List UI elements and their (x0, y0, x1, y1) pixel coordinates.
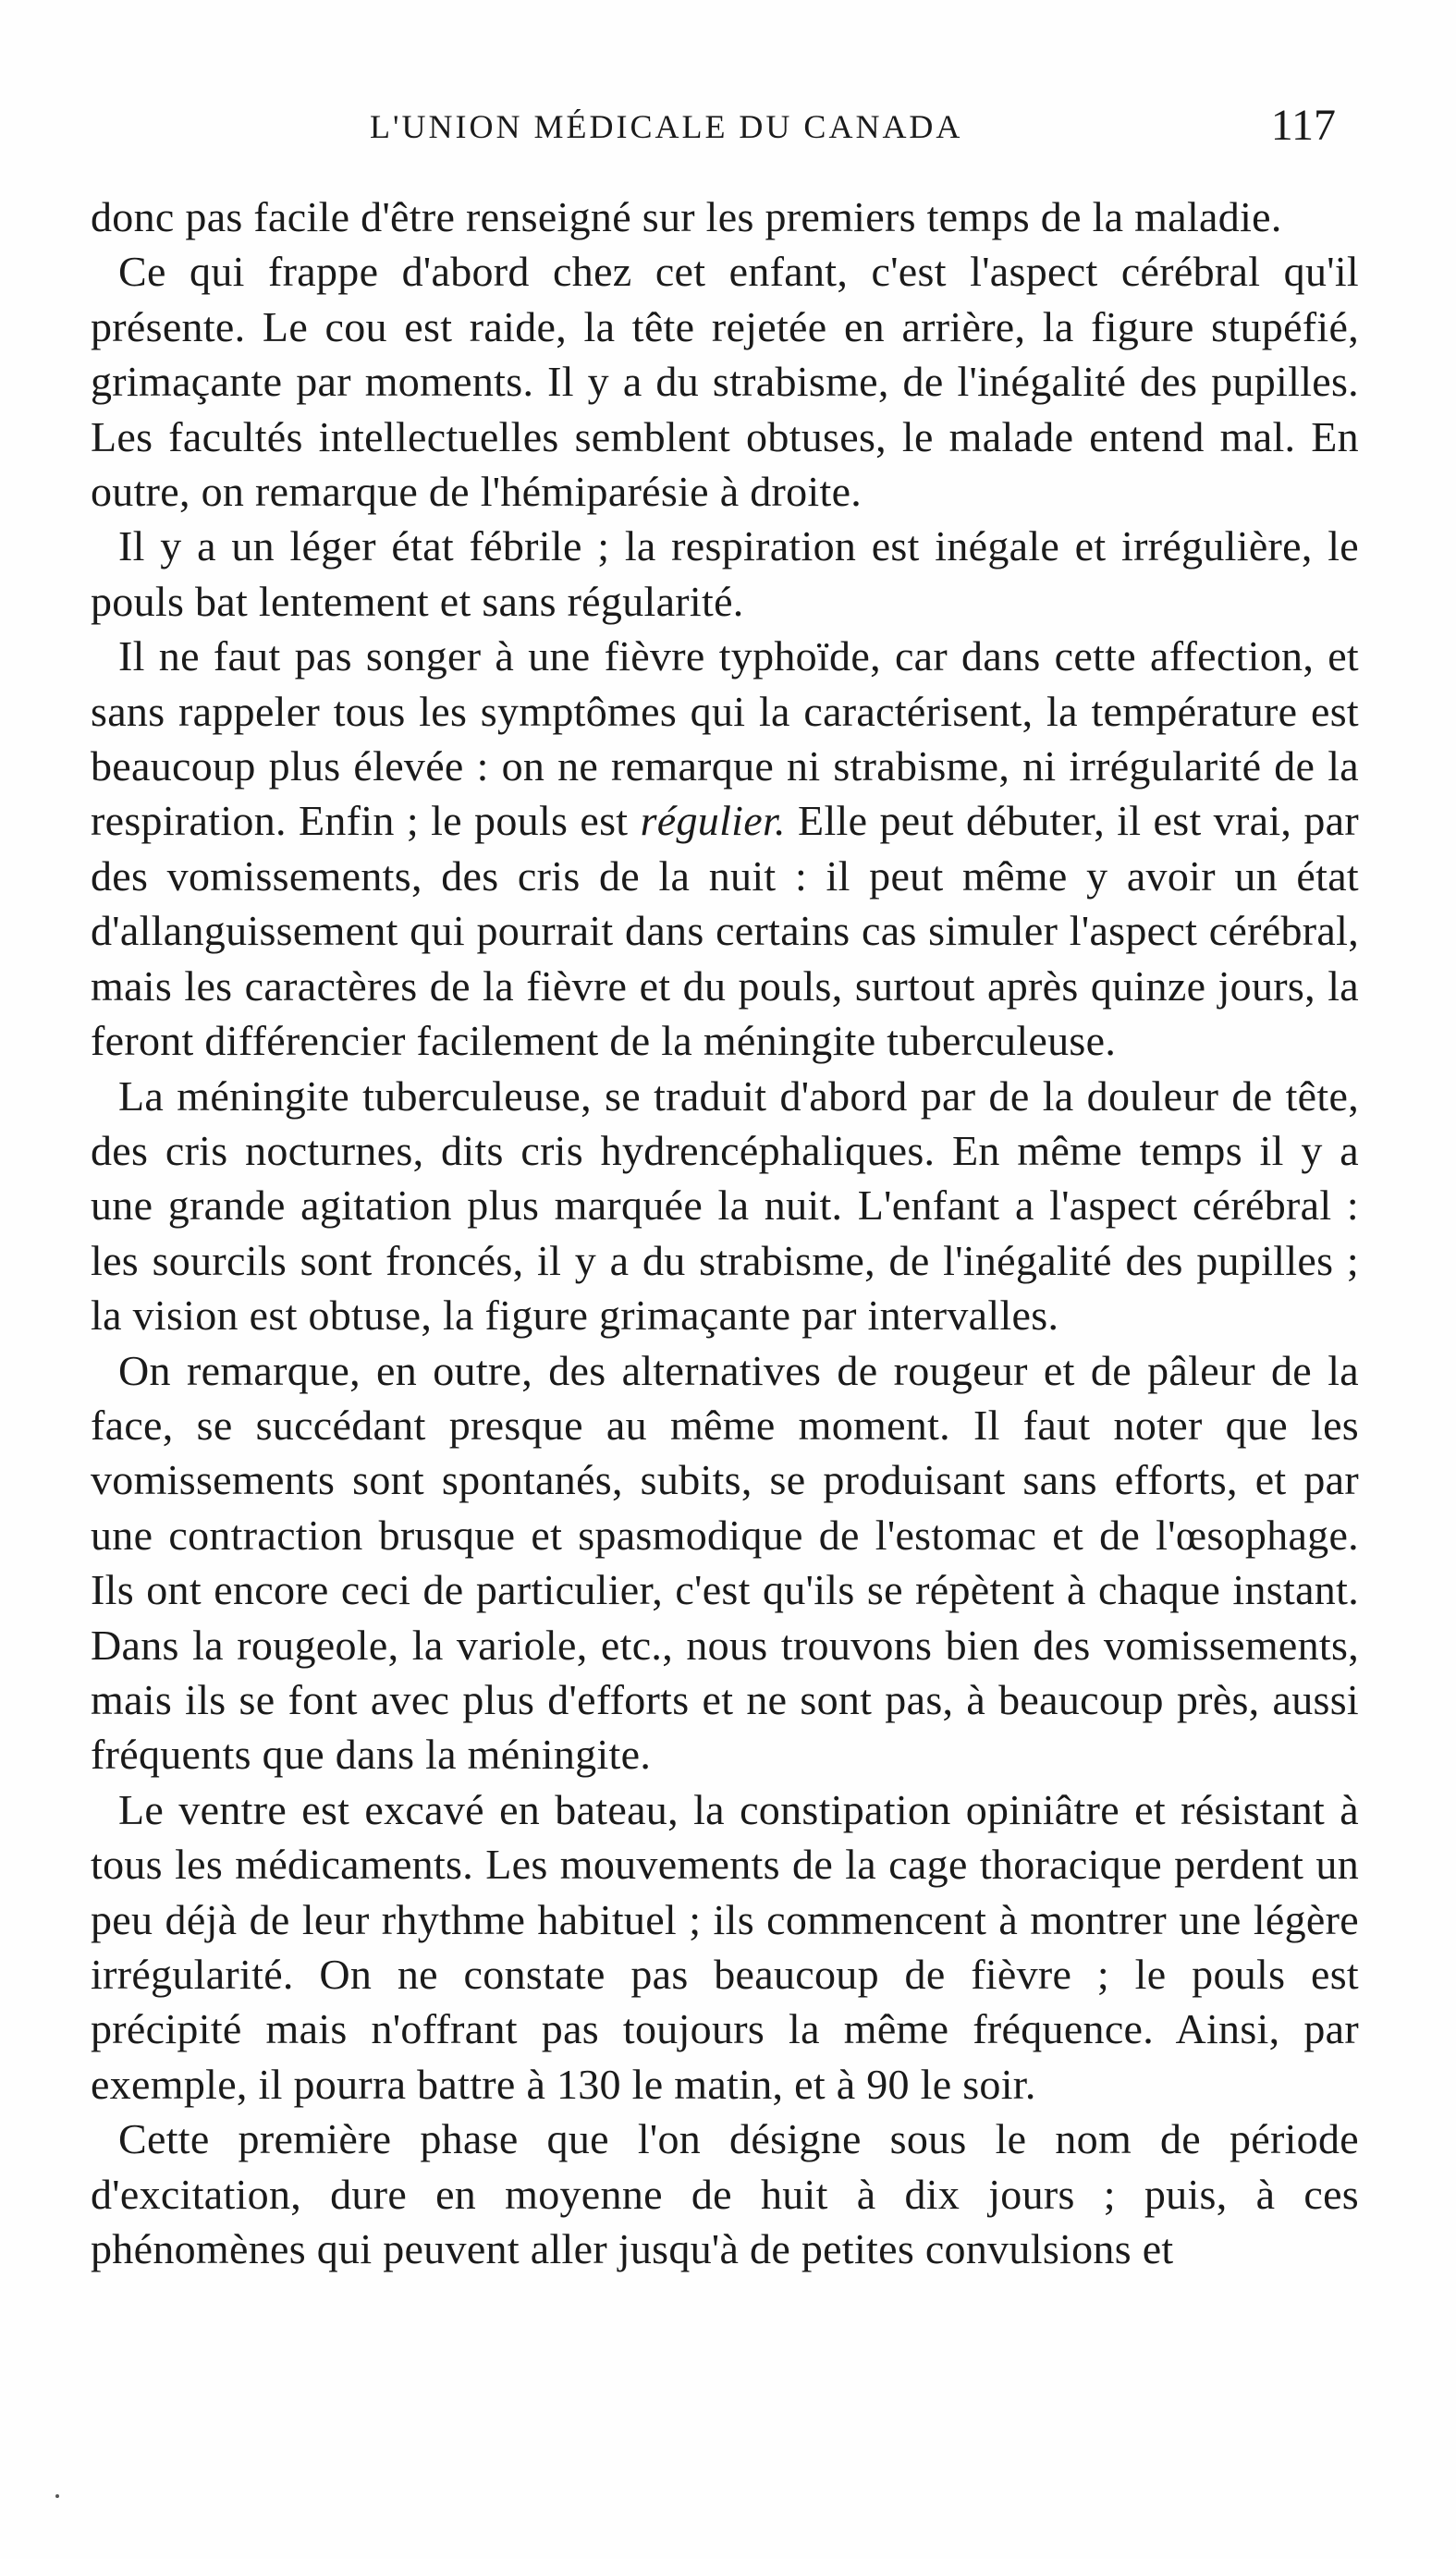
paragraph-4-italic: régulier. (640, 797, 786, 845)
running-title: L'UNION MÉDICALE DU CANADA (370, 108, 963, 145)
paragraph-5: La méningite tuberculeuse, se traduit d'abord par de la douleur de tête, des cris nocturnes, dits cris hydrencéphaliques. En même temps il y a une grande agitation plus marquée la nuit. L'enfant a l'aspect cérébral : les sourcils sont froncés, il y a du strabisme, de l'inégalité des pupilles ; la vision est obtuse, la figure grimaçante par intervalles. (91, 1071, 1359, 1340)
page-number: 117 (1270, 101, 1336, 150)
paragraph-1: donc pas facile d'être renseigné sur les premiers temps de la maladie. (91, 193, 1282, 240)
paragraph-8: Cette première phase que l'on désigne sous le nom de période d'excitation, dure en moyenne de huit à dix jours ; puis, à ces phénomènes qui peuvent aller jusqu'à de petites convulsions et (91, 2115, 1359, 2273)
paragraph-4-part-2: Elle peut débuter, il est vrai, par des vomissements, des cris de la nuit : il peut même y avoir un état d'allanguissement qui pourrait dans certains cas simuler l'aspect cérébral, mais les caractères de la fièvre et du pouls, surtout après quinze jours, la feront différencier facilement de la méningite tuberculeuse. (91, 797, 1359, 1065)
paragraph-7: Le ventre est excavé en bateau, la constipation opiniâtre et résistant à tous les médicaments. Les mouvements de la cage thoracique perdent un peu déjà de leur rhythme habituel ; ils commencent à montrer une légère irrégularité. On ne constate pas beaucoup de fièvre ; le pouls est précipité mais n'offrant pas toujours la même fréquence. Ainsi, par exemple, il pourra battre à 130 le matin, et à 90 le soir. (91, 1785, 1359, 2108)
paragraph-2: Ce qui frappe d'abord chez cet enfant, c'est l'aspect cérébral qu'il présente. Le cou est raide, la tête rejetée en arrière, la figure stupéfié, grimaçante par moments. Il y a du strabisme, de l'inégalité des pupilles. Les facultés intellectuelles semblent obtuses, le malade entend mal. En outre, on remarque de l'hémiparésie à droite. (91, 248, 1359, 516)
paragraph-4-part-1: Il ne faut pas songer à une fièvre typhoïde, car dans cette affection, et sans rappeler tous les symptômes qui la caractérisent, la température est beaucoup plus élevée : on ne remarque ni strabisme, ni irrégularité de la respiration. Enfin ; le pouls est (91, 632, 1359, 845)
ink-speck (55, 2494, 59, 2498)
running-head (92, 100, 1364, 155)
paragraph-3: Il y a un léger état fébrile ; la respiration est inégale et irrégulière, le pouls bat lentement et sans régularité. (91, 522, 1359, 625)
paragraph-4 (91, 629, 1359, 1068)
paragraph-6: On remarque, en outre, des alternatives de rougeur et de pâleur de la face, se succédant presque au même moment. Il faut noter que les vomissements sont spontanés, subits, se produisant sans efforts, et par une contraction brusque et spasmodique de l'estomac et de l'œsophage. Ils ont encore ceci de particulier, c'est qu'ils se répètent à chaque instant. Dans la rougeole, la variole, etc., nous trouvons bien des vomissements, mais ils se font avec plus d'efforts et ne sont pas, à beaucoup près, aussi fréquents que dans la méningite. (91, 1346, 1359, 1779)
body-text (91, 190, 1359, 2276)
